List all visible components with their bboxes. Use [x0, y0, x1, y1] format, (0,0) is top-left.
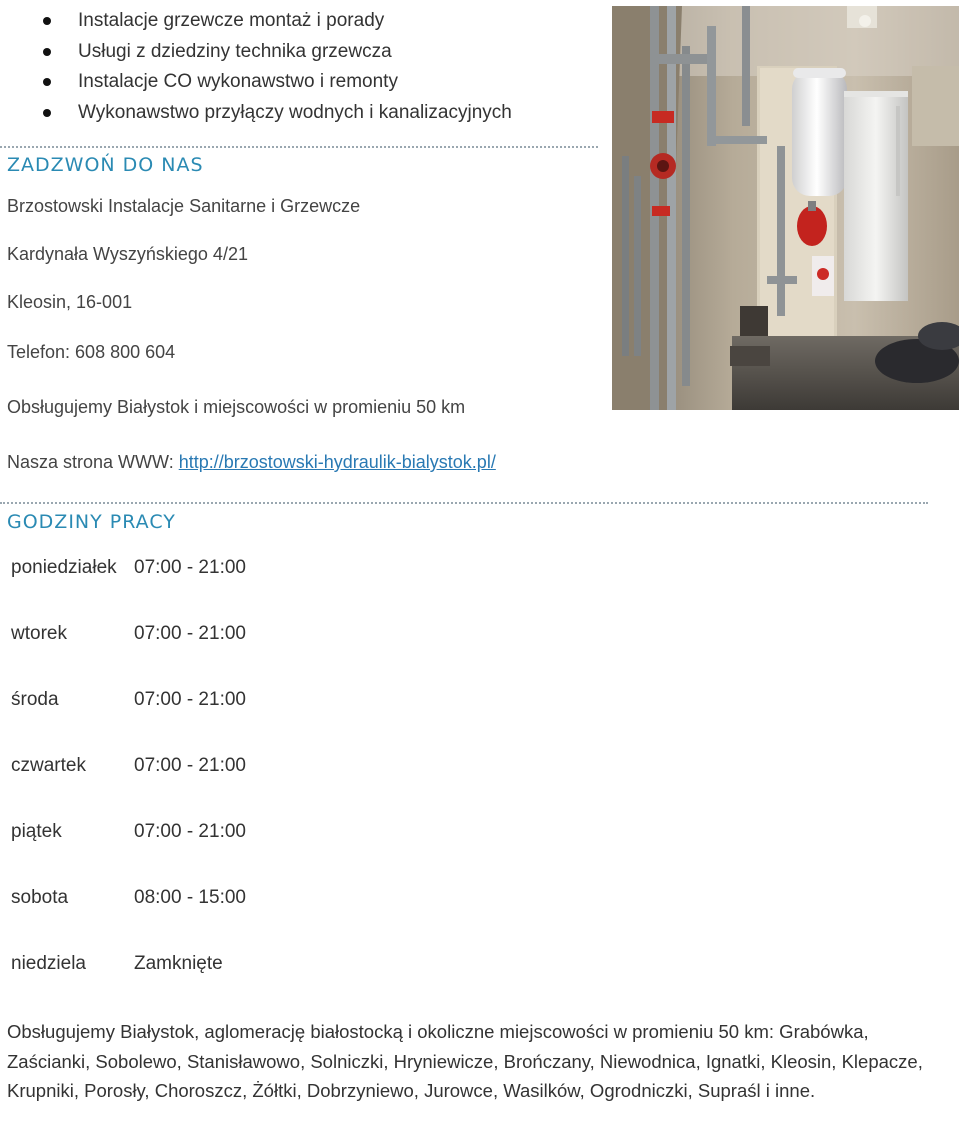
website-line — [7, 452, 496, 473]
day-hours: 07:00 - 21:00 — [134, 557, 246, 578]
service-label: Instalacje CO wykonawstwo i remonty — [78, 71, 398, 92]
bullet-icon — [43, 78, 51, 86]
hours-heading: GODZINY PRACY — [7, 511, 176, 533]
table-row — [11, 755, 246, 777]
service-area: Obsługujemy Białystok i miejscowości w promieniu 50 km — [7, 397, 466, 417]
contact-heading: ZADZWOŃ DO NAS — [7, 154, 204, 176]
list-item — [0, 67, 600, 98]
day-hours: 07:00 - 21:00 — [134, 623, 246, 644]
company-name: Brzostowski Instalacje Sanitarne i Grzewcze — [7, 196, 361, 216]
day-hours: 07:00 - 21:00 — [134, 689, 246, 710]
service-label: Wykonawstwo przyłączy wodnych i kanalizacyjnych — [78, 101, 512, 123]
website-link[interactable]: http://brzostowski-hydraulik-bialystok.pl/ — [178, 452, 496, 472]
day-name: poniedziałek — [11, 557, 117, 578]
bullet-icon — [43, 109, 51, 117]
service-label: Usługi z dziedziny technika grzewcza — [78, 40, 392, 62]
contact-divider — [0, 146, 598, 148]
day-name: wtorek — [11, 623, 67, 644]
day-name: niedziela — [11, 953, 86, 974]
day-hours: 08:00 - 15:00 — [134, 887, 246, 908]
website-label: Nasza strona WWW: — [7, 452, 179, 472]
service-area-paragraph: Obsługujemy Białystok, aglomerację białostocką i okoliczne miejscowości w promieniu 50 km: Grabówka, Zaścianki, Sobolewo, Stanisławowo, Solniczki, Hryniewicze, Brończany, Niewodnica, Ignatki, Kleosin, Klepacze, Krupniki, Porosły, Choroszcz, Żółtki, Dobrzyniewo, Jurowce, Wasilków, Ogrodniczki, Supraśl i inne. — [7, 1021, 923, 1101]
table-row — [11, 623, 246, 645]
services-list — [0, 6, 600, 128]
bullet-icon — [43, 48, 51, 56]
city-address: Kleosin, 16-001 — [7, 292, 133, 312]
street-address: Kardynała Wyszyńskiego 4/21 — [7, 244, 248, 264]
list-item — [0, 37, 600, 68]
table-row — [11, 689, 246, 711]
list-item — [0, 98, 600, 129]
day-name: środa — [11, 689, 59, 710]
day-hours: 07:00 - 21:00 — [134, 821, 246, 842]
day-hours: Zamknięte — [134, 953, 223, 974]
table-row — [11, 887, 246, 909]
boiler-room-photo — [612, 6, 959, 410]
list-item — [0, 6, 600, 37]
table-row — [11, 557, 246, 579]
phone-number: Telefon: 608 800 604 — [7, 342, 176, 362]
day-name: sobota — [11, 887, 69, 908]
table-row — [11, 953, 223, 975]
hours-divider — [0, 502, 928, 504]
day-hours: 07:00 - 21:00 — [134, 755, 246, 776]
service-label: Instalacje grzewcze montaż i porady — [78, 10, 385, 31]
table-row — [11, 821, 246, 843]
bullet-icon — [43, 17, 51, 25]
day-name: piątek — [11, 821, 62, 842]
day-name: czwartek — [11, 755, 86, 776]
